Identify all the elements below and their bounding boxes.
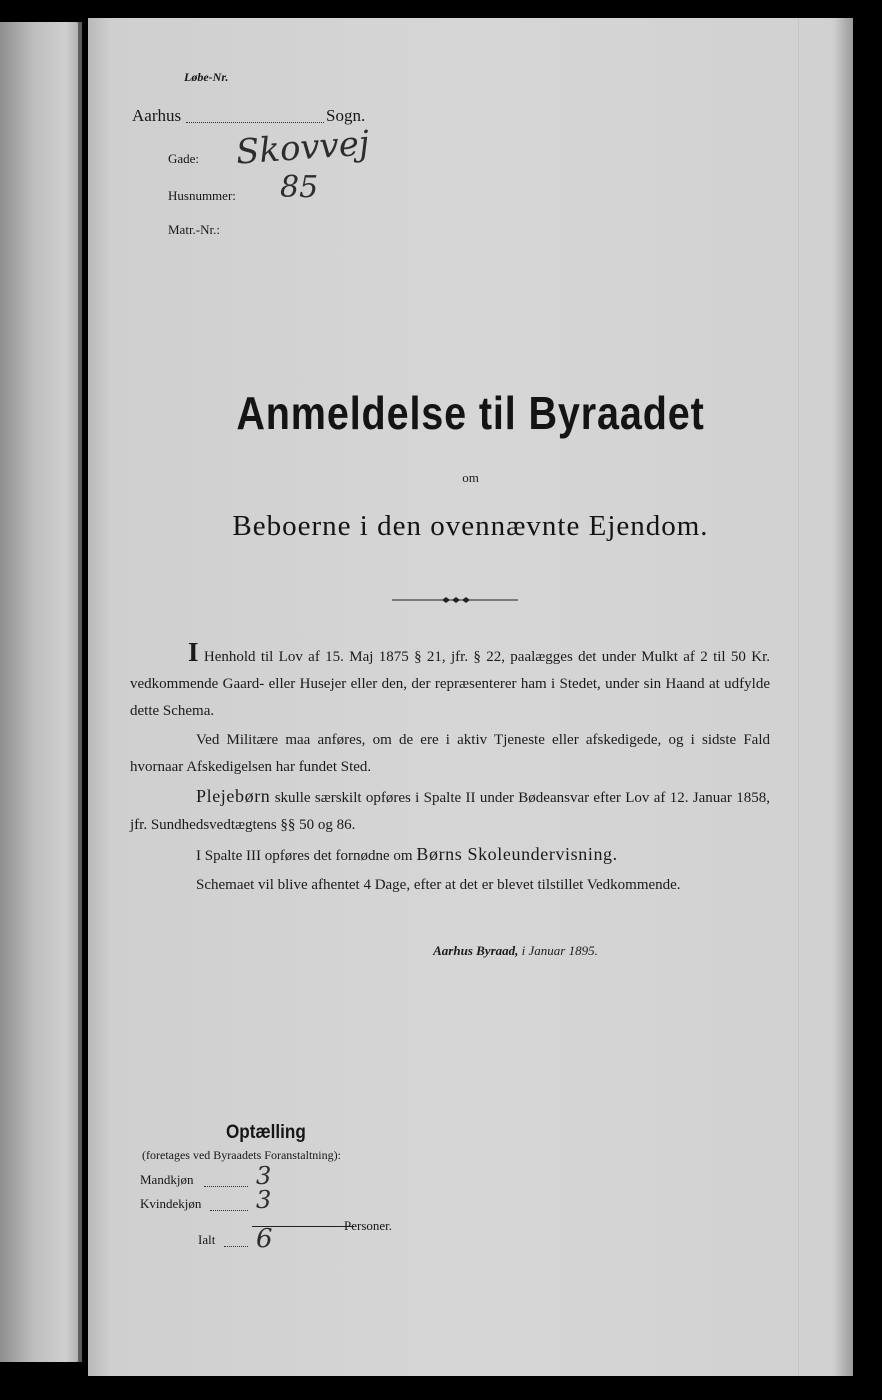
- personer-label: Personer.: [344, 1218, 393, 1233]
- p3-emphasis: Plejebørn: [196, 786, 271, 806]
- divider-ornament: [392, 596, 518, 604]
- instruction-paragraph-3: [130, 783, 770, 839]
- husnummer-handwritten-value: 85: [280, 170, 319, 205]
- city-label: Aarhus: [132, 106, 182, 125]
- kvindekjon-label: Kvindekjøn: [140, 1196, 202, 1211]
- page-fold-line: [798, 18, 799, 1376]
- count-heading: Optælling: [226, 1122, 306, 1143]
- page-shadow: [835, 18, 853, 1376]
- ialt-value: 6: [256, 1224, 273, 1254]
- matr-nr-label: Matr.-Nr.:: [168, 222, 220, 237]
- mandkjon-dots: [204, 1186, 248, 1187]
- gade-handwritten-value: Skovvej: [234, 123, 371, 173]
- loebe-nr-label: Løbe-Nr.: [184, 70, 229, 84]
- instruction-paragraph-1: [130, 637, 771, 725]
- instruction-paragraph-4: [130, 841, 770, 870]
- count-note: (foretages ved Byraadets Foranstaltning):: [142, 1148, 341, 1162]
- document-subtitle: Beboerne i den ovennævnte Ejendom.: [232, 510, 709, 542]
- ialt-label: Ialt: [198, 1232, 216, 1247]
- document-page: [88, 18, 853, 1376]
- p2-text: Ved Militære maa anføres, om de ere i aktiv Tjeneste eller afskedigede, og i sidste Fald hvornaar Afskedigelsen har fundet Sted.: [130, 732, 770, 775]
- left-facing-page: [0, 22, 82, 1362]
- sogn-dotted-line: [186, 122, 324, 123]
- kvindekjon-dots: [210, 1210, 248, 1211]
- p1-text: Henhold til Lov af 15. Maj 1875 § 21, jfr. § 22, paalægges det under Mulkt af 2 til 50 Kr. vedkommende Gaard- eller Husejer eller den, der repræsenterer ham i Stedet, under sin Haand at udfylde dette Schema.: [130, 649, 771, 719]
- p5-text: Schemaet vil blive afhentet 4 Dage, efter at det er blevet tilstillet Vedkommende.: [196, 877, 681, 893]
- issuer-line: [88, 943, 853, 959]
- kvindekjon-value: 3: [256, 1186, 272, 1214]
- p4-text: I Spalte III opføres det fornødne om: [196, 848, 417, 864]
- instruction-paragraph-5: [130, 872, 770, 899]
- document-title: Anmeldelse til Byraadet: [236, 387, 705, 439]
- ialt-dots: [224, 1246, 248, 1247]
- gade-label: Gade:: [168, 151, 200, 166]
- issue-date: i Januar 1895.: [521, 943, 598, 958]
- issuer-name: Aarhus Byraad,: [433, 943, 519, 958]
- p3-text: skulle særskilt opføres i Spalte II under Bødeansvar efter Lov af 12. Januar 1858, jfr. Sundhedsvedtægtens §§ 50 og 86.: [130, 790, 770, 833]
- drop-cap: I: [188, 637, 199, 667]
- mandkjon-value: 3: [256, 1162, 272, 1190]
- instruction-paragraph-2: [130, 727, 770, 781]
- title-connector: om: [462, 470, 479, 485]
- book-gutter: [78, 22, 82, 1362]
- p4-emphasis: Børns Skoleundervisning.: [416, 844, 618, 864]
- sogn-label: Sogn.: [326, 106, 366, 125]
- instructions-block: [130, 637, 771, 899]
- mandkjon-label: Mandkjøn: [140, 1172, 194, 1187]
- husnummer-label: Husnummer:: [168, 188, 236, 203]
